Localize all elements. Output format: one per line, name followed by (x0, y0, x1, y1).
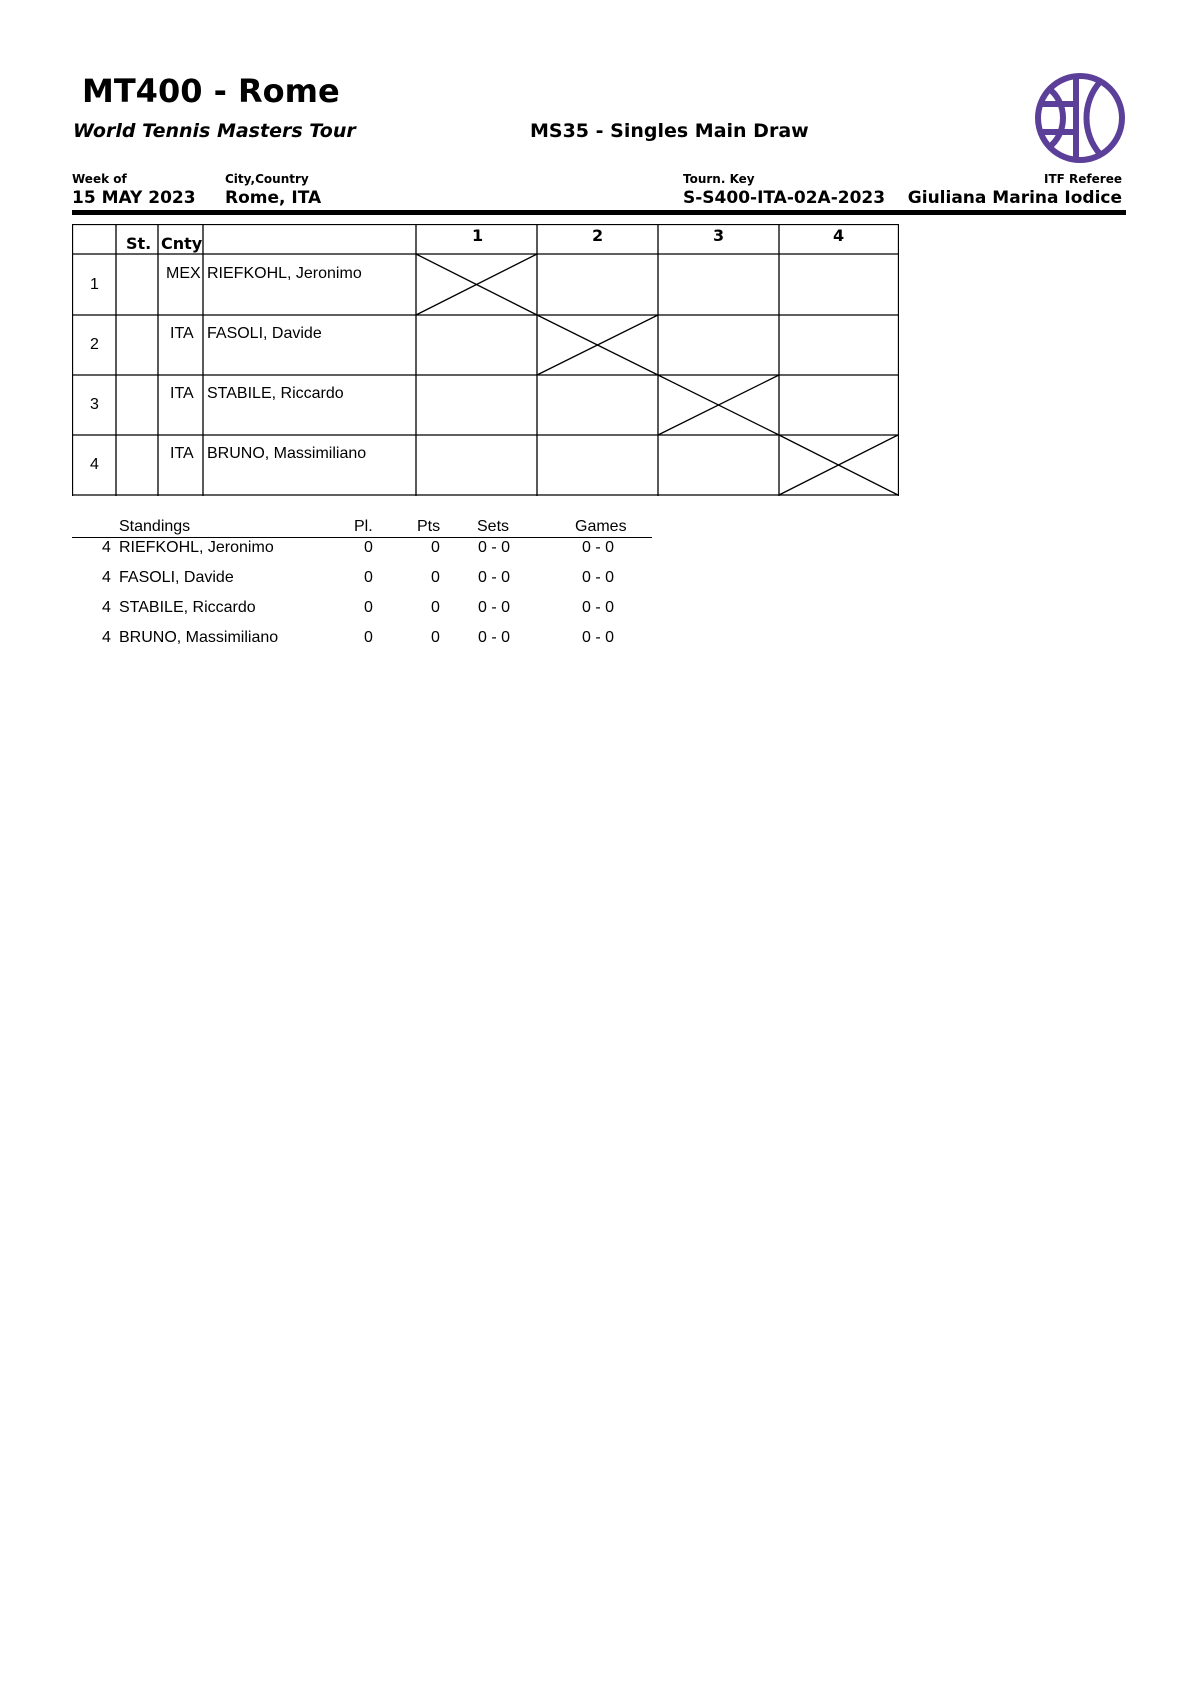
col-header-2: 2 (592, 226, 604, 245)
standing-sets: 0 - 0 (478, 569, 511, 586)
draw-position: 2 (90, 336, 99, 353)
player-name: FASOLI, Davide (207, 325, 322, 342)
standings-points-header: Pts (417, 518, 441, 535)
standings-games-header: Games (575, 518, 627, 535)
col-header-4: 4 (833, 226, 845, 245)
standing-rank: 4 (102, 599, 111, 616)
standing-played: 0 (364, 629, 373, 646)
standing-games: 0 - 0 (582, 599, 615, 616)
city-label: City,Country (225, 172, 309, 186)
standing-name: STABILE, Riccardo (119, 599, 256, 616)
standing-sets: 0 - 0 (478, 599, 511, 616)
standings-title: Standings (119, 518, 191, 535)
standing-name: FASOLI, Davide (119, 569, 234, 586)
standing-sets: 0 - 0 (478, 539, 511, 556)
standing-sets: 0 - 0 (478, 629, 511, 646)
standings-played-header: Pl. (354, 518, 373, 535)
event-name: MS35 - Singles Main Draw (530, 120, 809, 142)
standing-games: 0 - 0 (582, 629, 615, 646)
player-country: ITA (170, 445, 194, 462)
standing-points: 0 (431, 569, 440, 586)
standing-rank: 4 (102, 539, 111, 556)
standing-points: 0 (431, 599, 440, 616)
player-name: RIEFKOHL, Jeronimo (207, 265, 362, 282)
header-divider (72, 210, 1126, 215)
player-name: STABILE, Riccardo (207, 385, 344, 402)
draw-position: 1 (90, 276, 99, 293)
tourn-key-label: Tourn. Key (683, 172, 755, 186)
player-country: MEX (166, 265, 201, 282)
referee-label: ITF Referee (1044, 172, 1122, 186)
tourn-key-value: S-S400-ITA-02A-2023 (683, 188, 886, 208)
standing-played: 0 (364, 599, 373, 616)
standing-games: 0 - 0 (582, 539, 615, 556)
player-country: ITA (170, 385, 194, 402)
standing-played: 0 (364, 539, 373, 556)
standing-games: 0 - 0 (582, 569, 615, 586)
round-robin-grid (72, 224, 899, 496)
standings-sets-header: Sets (477, 518, 510, 535)
standings-divider (72, 537, 652, 538)
player-name: BRUNO, Massimiliano (207, 445, 367, 462)
city-value: Rome, ITA (225, 188, 322, 208)
standing-rank: 4 (102, 629, 111, 646)
col-header-1: 1 (472, 226, 484, 245)
draw-position: 4 (90, 456, 99, 473)
player-country: ITA (170, 325, 194, 342)
standing-played: 0 (364, 569, 373, 586)
referee-value: Giuliana Marina Iodice (907, 188, 1122, 208)
week-label: Week of (72, 172, 127, 186)
seed-header: St. (126, 234, 152, 253)
tour-name: World Tennis Masters Tour (73, 120, 356, 142)
standing-name: RIEFKOHL, Jeronimo (119, 539, 274, 556)
standing-name: BRUNO, Massimiliano (119, 629, 279, 646)
tennis-ball-globe-icon (1034, 72, 1126, 164)
standing-points: 0 (431, 629, 440, 646)
week-value: 15 MAY 2023 (72, 188, 196, 208)
draw-position: 3 (90, 396, 99, 413)
tournament-title: MT400 - Rome (82, 72, 340, 110)
col-header-3: 3 (713, 226, 725, 245)
standing-points: 0 (431, 539, 440, 556)
country-header: Cnty (161, 234, 203, 253)
standing-rank: 4 (102, 569, 111, 586)
